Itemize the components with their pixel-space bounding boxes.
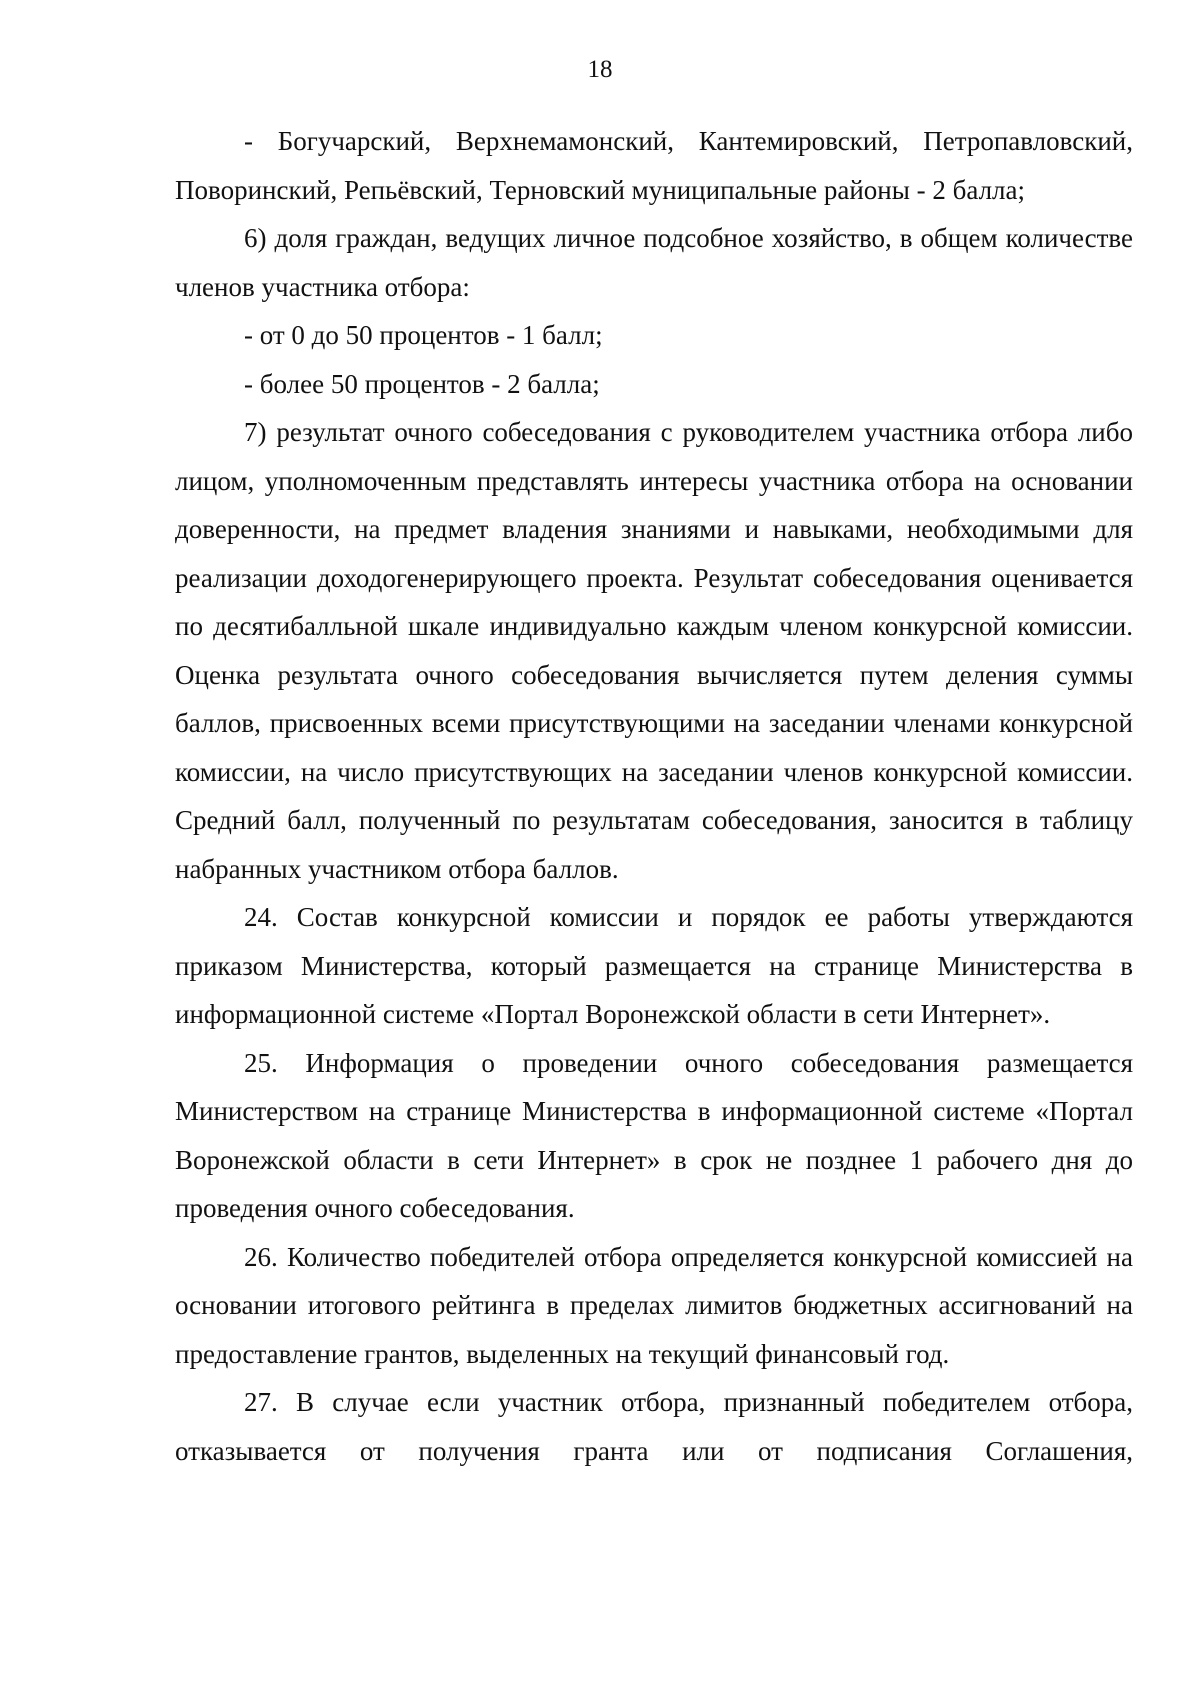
- paragraph-criterion-7: 7) результат очного собеседования с руководителем участника отбора либо лицом, уполномоченным представлять интересы участника отбора на основании доверенности, на предмет владения знаниями и навыками, необходимыми для реализации доходогенерирующего проекта. Результат собеседования оценивается по десятибалльной шкале индивидуально каждым членом конкурсной комиссии. Оценка результата очного собеседования вычисляется путем деления суммы баллов, присвоенных всеми присутствующими на заседании членами конкурсной комиссии, на число присутствующих на заседании членов конкурсной комиссии. Средний балл, полученный по результатам собеседования, заносится в таблицу набранных участником отбора баллов.: [175, 417, 1133, 884]
- document-body: [175, 117, 1133, 1475]
- page-number: 18: [587, 56, 613, 83]
- paragraph-clause-26: 26. Количество победителей отбора определяется конкурсной комиссией на основании итогового рейтинга в пределах лимитов бюджетных ассигнований на предоставление грантов, выделенных на текущий финансовый год.: [175, 1241, 1133, 1369]
- paragraph-clause-24: 24. Состав конкурсной комиссии и порядок ее работы утверждаются приказом Министерства, который размещается на странице Министерства в информационной системе «Портал Воронежской области в сети Интернет».: [175, 902, 1133, 1029]
- paragraph-criterion-6-score-1: - от 0 до 50 процентов - 1 балл;: [244, 320, 603, 350]
- paragraph-criterion-6: 6) доля граждан, ведущих личное подсобное хозяйство, в общем количестве членов участника отбора:: [175, 223, 1133, 302]
- paragraph-clause-25: 25. Информация о проведении очного собеседования размещается Министерством на странице Министерства в информационной системе «Портал Воронежской области в сети Интернет» в срок не позднее 1 рабочего дня до проведения очного собеседования.: [175, 1047, 1133, 1223]
- paragraph-criterion-6-score-2: - более 50 процентов - 2 балла;: [244, 368, 600, 399]
- paragraph-district-list: - Богучарский, Верхнемамонский, Кантемировский, Петропавловский, Поворинский, Репьёвский, Терновский муниципальные районы - 2 балла;: [175, 126, 1133, 205]
- paragraph-clause-27: 27. В случае если участник отбора, признанный победителем отбора, отказывается от получения гранта или от подписания Соглашения,: [175, 1387, 1133, 1466]
